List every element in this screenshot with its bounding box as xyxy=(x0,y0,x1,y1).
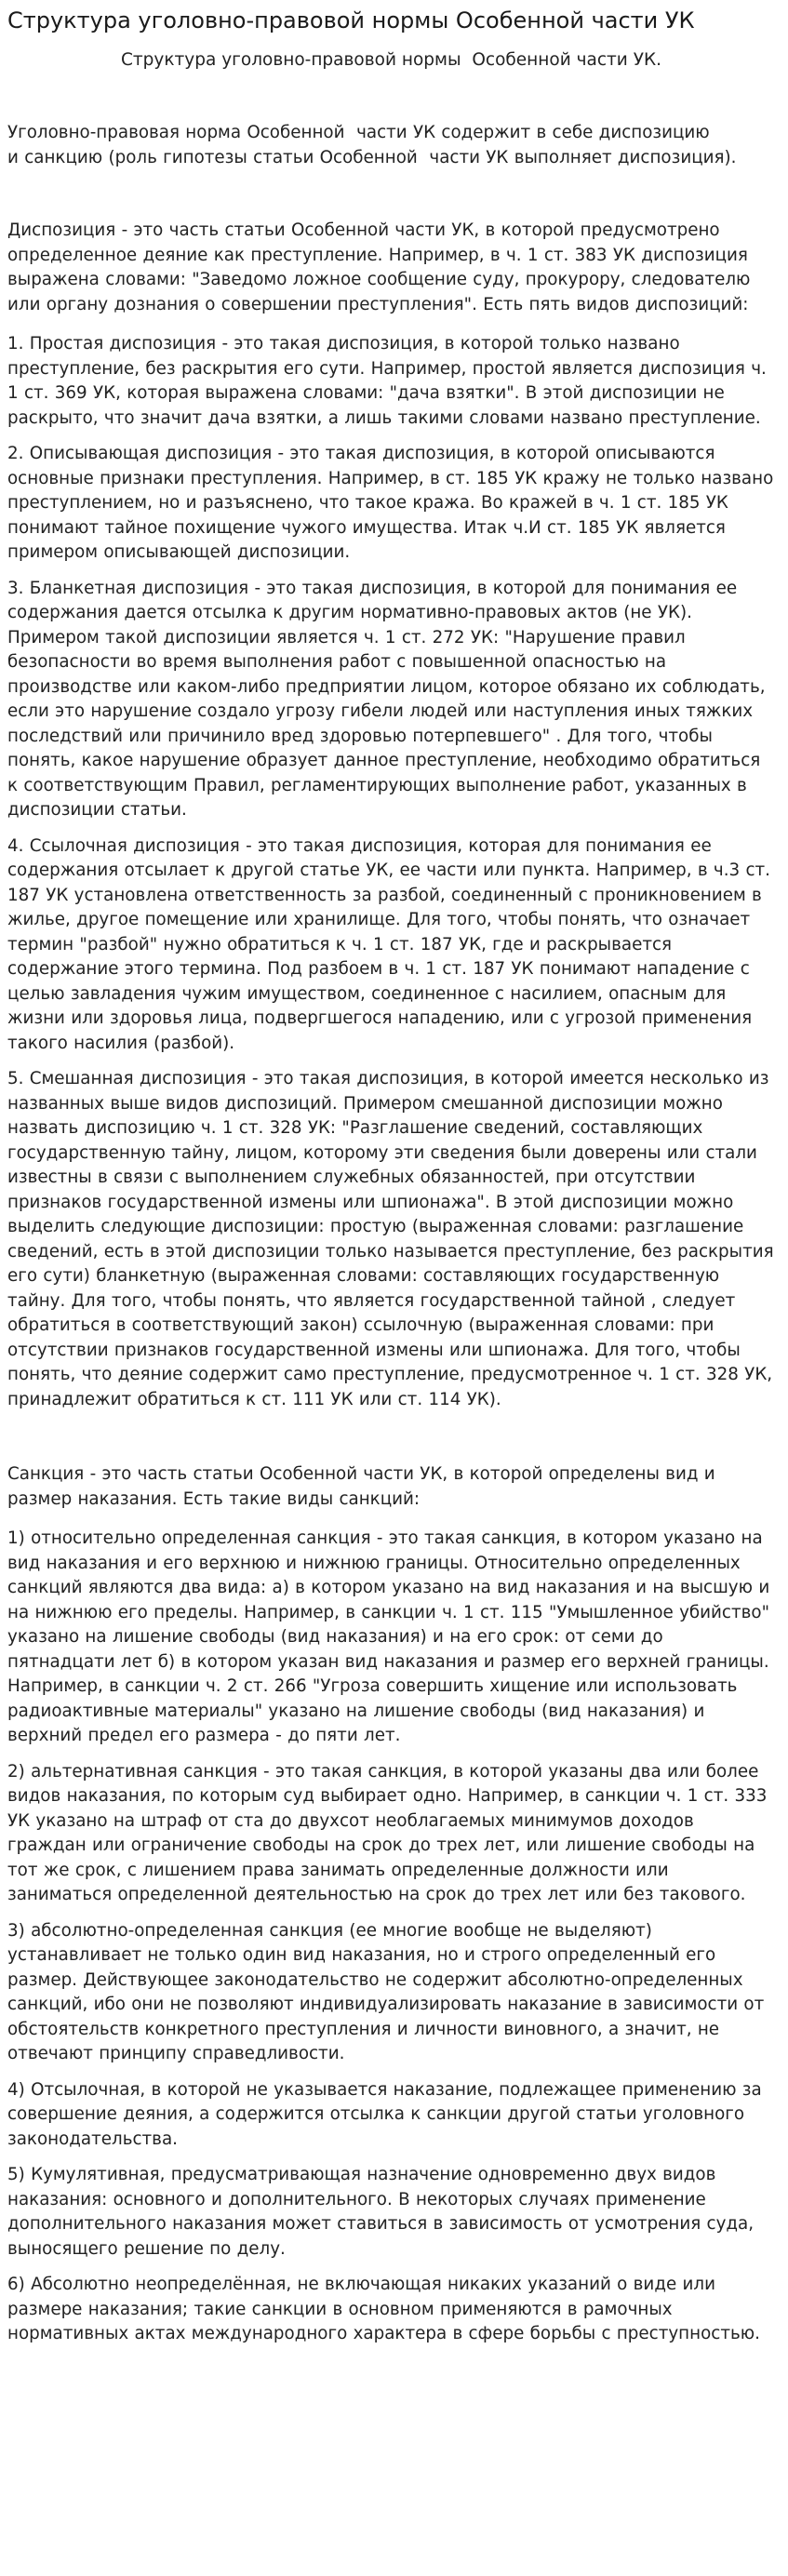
disposition-item-descriptive: 2. Описывающая диспозиция - это такая диспозиция, в которой описываются основные признаки преступления. Например, в ст. 185 УК кражу не только названо преступлением, но и разъяснено, что такое кража. Во кражей в ч. 1 ст. 185 УК понимают тайное похищение чужого имущества. Итак ч.И ст. 185 УК является примером описывающей диспозиции. xyxy=(7,444,774,562)
disposition-intro: Диспозиция - это часть статьи Особенной части УК, в которой предусмотрено определенное деяние как преступление. Например, в ч. 1 ст. 383 УК диспозиция выражена словами: "Заведомо ложное сообщение суду, прокурору, следователю или органу дознания о совершении преступления". Есть пять видов диспозиций: xyxy=(7,220,751,314)
page-subtitle: Структура уголовно-правовой нормы Особенной части УК. xyxy=(120,50,662,70)
sanction-item-absolute: 3) абсолютно-определенная санкция (ее многие вообще не выделяют) устанавливает не только один вид наказания, но и строго определенный его размер. Действующее законодательство не содержит абсолютно-определенных санкций, ибо они не позволяют индивидуализировать наказание в зависимости от обстоятельств конкретного преступления и личности виновного, а значит, не отвечают принципу справедливости. xyxy=(7,1920,765,2063)
sanction-item-cumulative: 5) Кумулятивная, предусматривающая назначение одновременно двух видов наказания: основного и дополнительного. В некоторых случаях применение дополнительного наказания может ставиться в зависимость от усмотрения суда, выносящего решение по делу. xyxy=(7,2165,755,2259)
sanction-item-indefinite: 6) Абсолютно неопределённая, не включающая никаких указаний о виде или размере наказания; такие санкции в основном применяются в рамочных нормативных актах международного характера в сфере борьбы с преступностью. xyxy=(7,2275,760,2343)
disposition-item-mixed: 5. Смешанная диспозиция - это такая диспозиция, в которой имеется несколько из названных выше видов диспозиций. Примером смешанной диспозиции можно назвать диспозицию ч. 1 ст. 328 УК: "Разглашение сведений, составляющих государственную тайну, лицом, которому эти сведения были доверены или стали известны в связи с выполнением служебных обязанностей, при отсутствии признаков государственной измены или шпионажа". В этой диспозиции можно выделить следующие диспозиции: простую (выраженная словами: разглашение сведений, есть в этой диспозиции только называется преступление, без раскрытия его сути) бланкетную (выраженная словами: составляющих государственную тайну. Для того, чтобы понять, что является государственной тайной , следует обратиться в соответствующий закон) ссылочную (выраженная словами: при отсутствии признаков государственной измены или шпионажа. Для того, чтобы понять, что деяние содержит само преступление, предусмотренное ч. 1 ст. 328 УК, принадлежит обратиться к ст. 111 УК или ст. 114 УК). xyxy=(7,1069,774,1409)
sanction-item-relative: 1) относительно определенная санкция - это такая санкция, в котором указано на вид наказания и его верхнюю и нижнюю границы. Относительно определенных санкций являются два вида: а) в котором указано на вид наказания и на высшую и на нижнюю его пределы. Например, в санкции ч. 1 ст. 115 "Умышленное убийство" указано на лишение свободы (вид наказания) и на его срок: от семи до пятнадцати лет б) в котором указан вид наказания и размер его верхней границы. Например, в санкции ч. 2 ст. 266 "Угроза совершить хищение или использовать радиоактивные материалы" указано на лишение свободы (вид наказания) и верхний предел его размера - до пяти лет. xyxy=(7,1528,770,1745)
sanction-item-alternative: 2) альтернативная санкция - это такая санкция, в которой указаны два или более видов наказания, по которым суд выбирает одно. Например, в санкции ч. 1 ст. 333 УК указано на штраф от ста до двухсот необлагаемых минимумов доходов граждан или ограничение свободы на срок до трех лет, или лишение свободы на тот же срок, с лишением права занимать определенные должности или заниматься определенной деятельностью на срок до трех лет или без такового. xyxy=(7,1761,768,1904)
disposition-item-blanket: 3. Бланкетная диспозиция - это такая диспозиция, в которой для понимания ее содержания дается отсылка к другим нормативно-правовых актов (не УК). Примером такой диспозиции является ч. 1 ст. 272 УК: "Нарушение правил безопасности во время выполнения работ с повышенной опасностью на производстве или каком-либо предприятии лицом, которое обязано их соблюдать, если это нарушение создало угрозу гибели людей или наступления иных тяжких последствий или причинило вред здоровью потерпевшего" . Для того, чтобы понять, какое нарушение образует данное преступление, необходимо обратиться к соответствующим Правил, регламентирующих выполнение работ, указанных в диспозиции статьи. xyxy=(7,578,766,820)
intro-paragraph: Уголовно-правовая норма Особенной части УК содержит в себе диспозицию и санкцию (роль гипотезы статьи Особенной части УК выполняет диспозиция). xyxy=(7,123,737,167)
disposition-item-simple: 1. Простая диспозиция - это такая диспозиция, в которой только названо преступление, без раскрытия его сути. Например, простой является диспозиция ч. 1 ст. 369 УК, которая выражена словами: "дача взятки". В этой диспозиции не раскрыто, что значит дача взятки, а лишь такими словами названо преступление. xyxy=(7,334,767,428)
disposition-item-reference: 4. Ссылочная диспозиция - это такая диспозиция, которая для понимания ее содержания отсылает к другой статье УК, ее части или пункта. Например, в ч.3 ст. 187 УК установлена ответственность за разбой, соединенный с проникновением в жилье, другое помещение или хранилище. Для того, чтобы понять, что означает термин "разбой" нужно обратиться к ч. 1 ст. 187 УК, где и раскрывается содержание этого термина. Под разбоем в ч. 1 ст. 187 УК понимают нападение с целью завладения чужим имуществом, соединенное с насилием, опасным для жизни или здоровья лица, подвергшегося нападению, или с угрозой применения такого насилия (разбой). xyxy=(7,835,770,1053)
page-title: Структура уголовно-правовой нормы Особенной части УК xyxy=(7,7,695,33)
sanction-intro: Санкция - это часть статьи Особенной части УК, в которой определены вид и размер наказания. Есть такие виды санкций: xyxy=(7,1464,715,1509)
sanction-item-referential: 4) Отсылочная, в которой не указывается наказание, подлежащее применению за совершение деяния, а содержится отсылка к санкции другой статьи уголовного законодательства. xyxy=(7,2079,762,2149)
